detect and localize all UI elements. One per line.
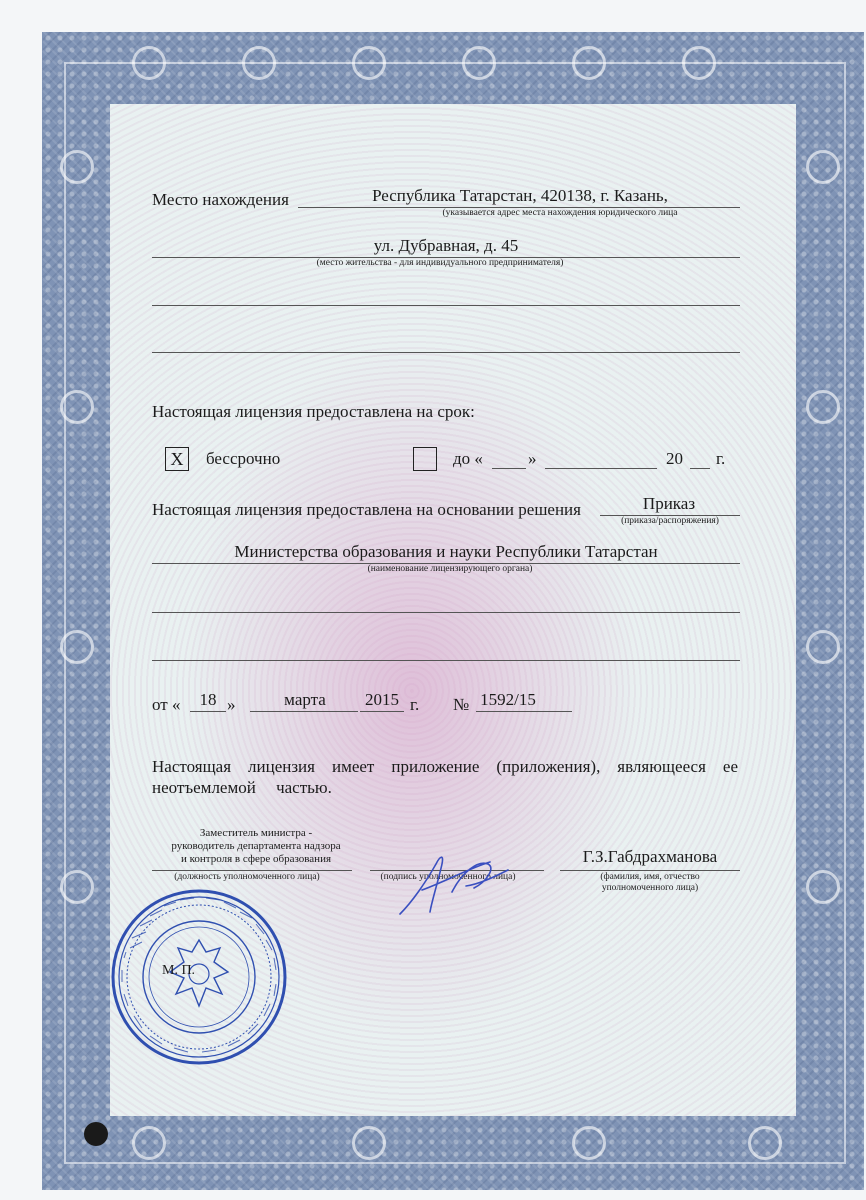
basis-authority-hint: (наименование лицензирующего органа) xyxy=(367,564,533,574)
border-ornament-icon xyxy=(352,46,386,80)
signature-hint: (подпись уполномоченного лица) xyxy=(380,872,516,882)
handwritten-signature xyxy=(392,842,514,924)
address-line-2: ул. Дубравная, д. 45 xyxy=(373,236,519,255)
appendix-line-2: неотъемлемой частью. xyxy=(152,778,332,797)
blank-rule xyxy=(152,660,740,661)
border-ornament-icon xyxy=(60,150,94,184)
date-month: марта xyxy=(284,690,326,709)
signer-name-rule xyxy=(560,870,740,871)
date-from-close: » xyxy=(227,695,236,714)
address-line-1: Республика Татарстан, 420138, г. Казань, xyxy=(372,186,668,205)
appendix-line-1: Настоящая лицензия имеет приложение (приложения), являющееся ее xyxy=(152,757,738,776)
border-ornament-icon xyxy=(806,870,840,904)
border-ornament-icon xyxy=(572,1126,606,1160)
address-hint-2: (место жительства - для индивидуального предпринимателя) xyxy=(316,258,564,268)
basis-doc-type: Приказ xyxy=(642,494,696,513)
decision-number: 1592/15 xyxy=(480,690,536,709)
address-hint-1: (указывается адрес места нахождения юридического лица xyxy=(442,208,678,218)
border-ornament-icon xyxy=(242,46,276,80)
date-day-rule xyxy=(190,711,226,712)
date-from-open: от « xyxy=(152,695,181,714)
border-ornament-icon xyxy=(60,630,94,664)
border-ornament-icon xyxy=(60,390,94,424)
signer-position-2: руководитель департамента надзора xyxy=(171,840,341,852)
signer-name-hint-2: уполномоченного лица) xyxy=(601,883,699,893)
until-month-rule xyxy=(545,468,657,469)
blank-rule xyxy=(152,352,740,353)
signer-position-hint: (должность уполномоченного лица) xyxy=(174,872,320,882)
until-quote: » xyxy=(528,449,537,468)
blank-rule xyxy=(152,612,740,613)
border-ornament-icon xyxy=(806,630,840,664)
term-label: Настоящая лицензия предоставлена на срок: xyxy=(152,402,475,421)
border-ornament-icon xyxy=(806,390,840,424)
border-ornament-icon xyxy=(682,46,716,80)
date-month-rule xyxy=(250,711,358,712)
punch-hole xyxy=(84,1122,108,1146)
basis-label: Настоящая лицензия предоставлена на основании решения xyxy=(152,500,581,519)
date-year: 2015 xyxy=(365,690,399,709)
date-year-suffix: г. xyxy=(410,695,420,714)
border-ornament-icon xyxy=(572,46,606,80)
number-sign: № xyxy=(453,695,470,714)
until-day-rule xyxy=(492,468,526,469)
signer-position-rule xyxy=(152,870,352,871)
unlimited-label: бессрочно xyxy=(206,449,281,468)
border-ornament-icon xyxy=(132,46,166,80)
until-prefix: до « xyxy=(453,449,483,468)
date-day: 18 xyxy=(199,690,217,709)
border-ornament-icon xyxy=(806,150,840,184)
decision-number-rule xyxy=(476,711,572,712)
address-label: Место нахождения xyxy=(152,190,289,209)
border-ornament-icon xyxy=(352,1126,386,1160)
basis-authority: Министерства образования и науки Республики Татарстан xyxy=(234,542,658,561)
signer-position-3: и контроля в сфере образования xyxy=(180,853,332,865)
until-year-suffix: г. xyxy=(716,449,726,468)
until-year-rule xyxy=(690,468,710,469)
until-year-prefix: 20 xyxy=(666,449,683,468)
border-ornament-icon xyxy=(60,870,94,904)
date-year-rule xyxy=(360,711,404,712)
stamp-place-label: М. П. xyxy=(162,963,196,978)
unlimited-checkbox: X xyxy=(165,447,189,471)
official-stamp-seal xyxy=(110,888,288,1066)
until-checkbox xyxy=(413,447,437,471)
signer-position-1: Заместитель министра - xyxy=(199,827,313,839)
blank-rule xyxy=(152,305,740,306)
signer-name: Г.З.Габдрахманова xyxy=(582,847,718,866)
border-ornament-icon xyxy=(462,46,496,80)
basis-doc-type-hint: (приказа/распоряжения) xyxy=(621,516,719,526)
border-ornament-icon xyxy=(132,1126,166,1160)
border-ornament-icon xyxy=(748,1126,782,1160)
signer-name-hint-1: (фамилия, имя, отчество xyxy=(600,872,700,882)
